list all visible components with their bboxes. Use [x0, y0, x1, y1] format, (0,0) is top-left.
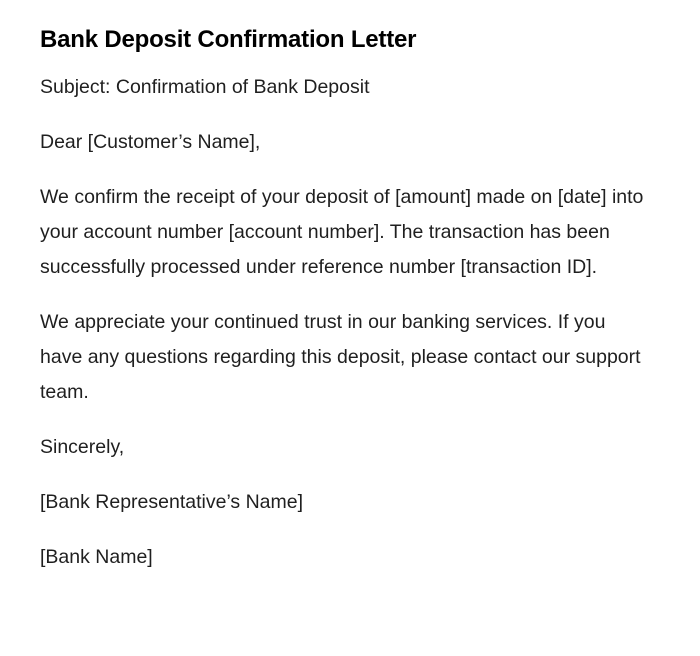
letter-greeting: Dear [Customer’s Name], — [40, 131, 261, 153]
letter-closing: Sincerely, — [40, 436, 125, 458]
letter-subject: Subject: Confirmation of Bank Deposit — [40, 76, 370, 98]
letter-bank-name: [Bank Name] — [40, 546, 153, 568]
letter-paragraph-confirmation: We confirm the receipt of your deposit of [amount] made on [date] into your account number [account number]. The transaction has been successfully processed under reference number [transaction ID]. — [40, 186, 644, 278]
letter-document — [40, 22, 650, 595]
letter-paragraph-appreciation: We appreciate your continued trust in our banking services. If you have any questions regarding this deposit, please contact our support team. — [40, 311, 641, 403]
letter-representative-name: [Bank Representative’s Name] — [40, 491, 304, 513]
letter-title: Bank Deposit Confirmation Letter — [40, 26, 417, 53]
